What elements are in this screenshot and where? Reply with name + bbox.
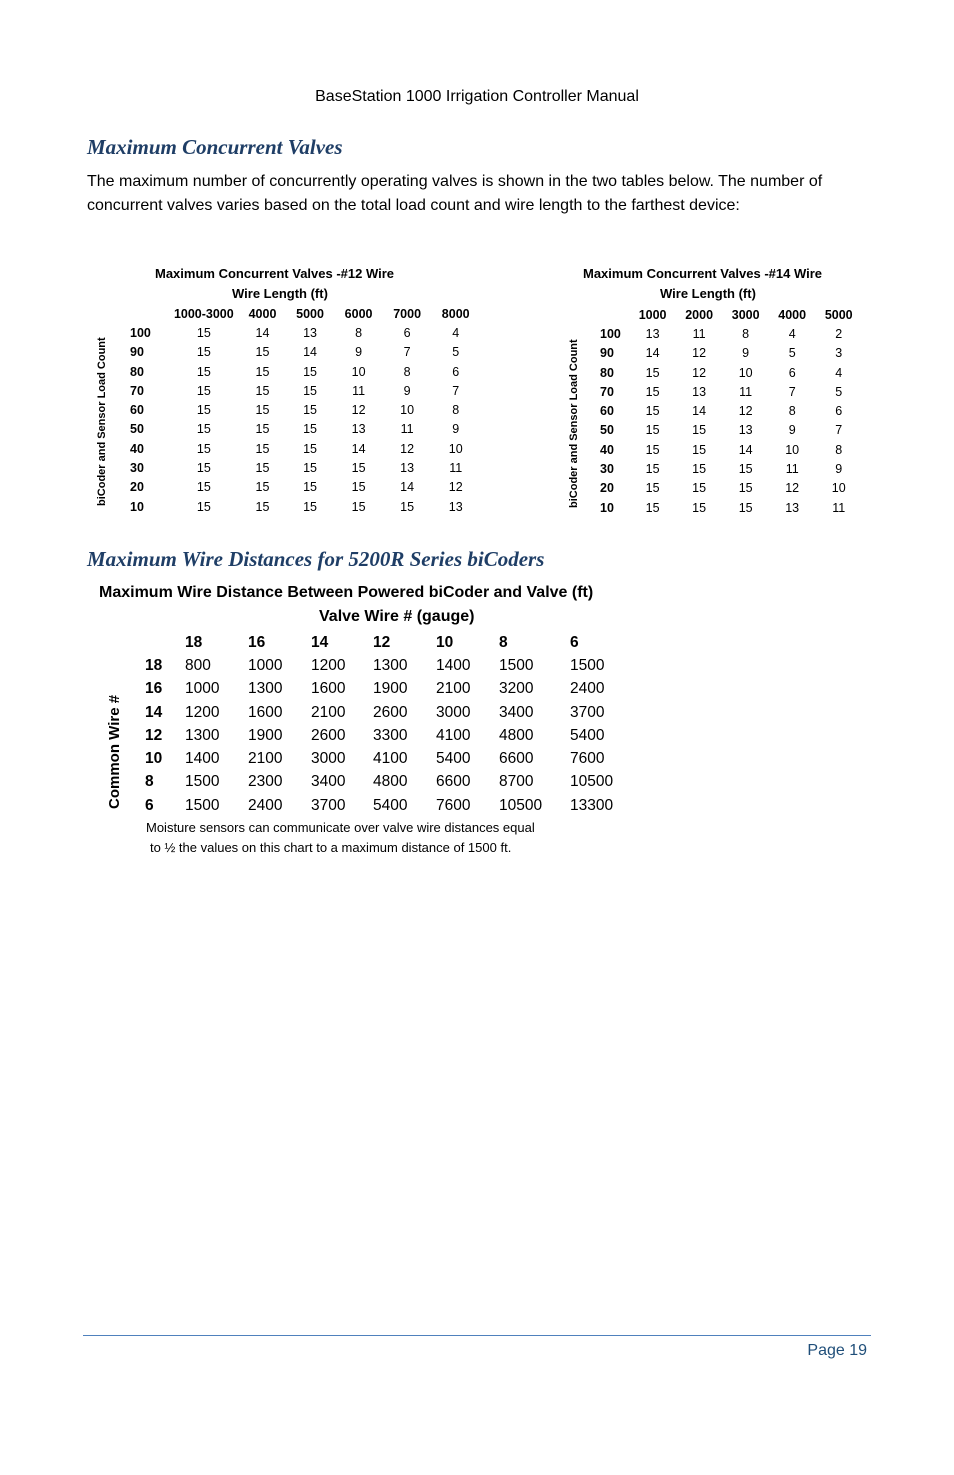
- table-14-cell: 12: [692, 346, 707, 361]
- table-12-cell: 10: [351, 364, 366, 379]
- distance-table-cell: 1200: [311, 656, 346, 674]
- table-14-row-header: 20: [600, 481, 614, 496]
- table-14-cell: 11: [832, 500, 846, 515]
- distance-table-cell: 7600: [436, 796, 471, 814]
- table-12-cell: 15: [196, 480, 211, 495]
- table-12-cell: 9: [355, 345, 363, 360]
- table-14-row-header: 40: [600, 442, 614, 457]
- table-12-col-header: 7000: [393, 306, 422, 321]
- table-12-wire: [96, 264, 496, 514]
- distance-table-cell: 1400: [436, 656, 471, 674]
- distance-table-row-header: 6: [145, 796, 154, 814]
- table-14-cell: 13: [645, 326, 660, 341]
- table-14-cell: 15: [645, 365, 660, 380]
- table-12-col-header: 8000: [441, 306, 470, 321]
- table-14-row-header: 100: [600, 326, 621, 341]
- table-14-cell: 15: [692, 481, 707, 496]
- distance-table-row-header: 14: [145, 703, 163, 721]
- table-14-cell: 15: [692, 442, 707, 457]
- table-14-row-header: 70: [600, 384, 614, 399]
- table-12-row-header: 50: [130, 422, 144, 437]
- table-12-cell: 11: [400, 422, 414, 437]
- distance-table-cell: 10500: [570, 773, 614, 791]
- table-12-cell: 10: [448, 441, 463, 456]
- table-14-cell: 15: [645, 423, 660, 438]
- intro-paragraph: The maximum number of concurrently operating valves is shown in the two tables below. The number of concurrent valves varies based on the total load count and wire length to the farthest device:: [87, 173, 823, 214]
- distance-table-cell: 3000: [436, 703, 471, 721]
- table-14-subtitle: Wire Length (ft): [660, 286, 756, 301]
- table-12-cell: 6: [403, 325, 411, 340]
- distance-table-cell: 1600: [248, 703, 283, 721]
- distance-table-cell: 1400: [185, 750, 220, 768]
- table-12-cell: 7: [403, 345, 411, 360]
- distance-table-cell: 1500: [499, 656, 534, 674]
- note-line-2: to ½ the values on this chart to a maximum distance of 1500 ft.: [150, 840, 512, 855]
- table-12-cell: 15: [303, 422, 317, 437]
- table-12-row-header: 40: [130, 441, 144, 456]
- table-14-cell: 14: [645, 346, 660, 361]
- table-14-cell: 15: [645, 500, 660, 515]
- distance-table-cell: 8700: [499, 773, 534, 791]
- distance-table-cell: 2300: [248, 773, 283, 791]
- distance-table-row: [145, 724, 625, 747]
- table-14-row-header: 80: [600, 365, 614, 380]
- table-14-cell: 2: [835, 326, 843, 341]
- table-12-row: [130, 458, 480, 477]
- page-number: Page 19: [807, 1342, 867, 1359]
- table-12-cell: 15: [303, 403, 317, 418]
- table-12-cell: 8: [403, 364, 411, 379]
- table-14-cell: 4: [835, 365, 843, 380]
- table-14-row: [600, 498, 862, 517]
- table-14-row-header: 60: [600, 404, 614, 419]
- distance-table-cell: 2400: [248, 796, 283, 814]
- table-12-cell: 13: [303, 325, 317, 340]
- distance-table-cell: 4800: [499, 726, 534, 744]
- table-12-col-header: 1000-3000: [173, 306, 234, 321]
- distance-table-cell: 1600: [311, 680, 346, 698]
- table-12-cell: 15: [255, 364, 270, 379]
- distance-table-cell: 3400: [311, 773, 346, 791]
- table-14-cell: 10: [831, 481, 846, 496]
- table-14-cell: 9: [742, 346, 750, 361]
- table-12-row: [130, 497, 480, 516]
- table-12-cell: 15: [196, 441, 211, 456]
- table-14-cell: 11: [692, 326, 706, 341]
- distance-table-cell: 1000: [248, 656, 283, 674]
- table-14-row-header: 50: [600, 423, 614, 438]
- table-12-cell: 5: [452, 345, 460, 360]
- table-14-cell: 4: [788, 326, 796, 341]
- table-12-cell: 15: [196, 364, 211, 379]
- distance-table-corner: [145, 631, 185, 654]
- table-14-cell: 11: [739, 384, 753, 399]
- distance-table-row-header: 18: [145, 656, 163, 674]
- distance-table-cell: 3700: [570, 703, 605, 721]
- distance-table-cell: 1300: [373, 656, 408, 674]
- table-14-cell: 15: [645, 442, 660, 457]
- table-14-cell: 15: [645, 462, 660, 477]
- table-14-title: Maximum Concurrent Valves -#14 Wire: [583, 266, 823, 281]
- distance-table-cell: 1500: [185, 773, 220, 791]
- table-14-cell: 15: [692, 462, 707, 477]
- table-12-subtitle: Wire Length (ft): [232, 286, 328, 301]
- table-14-cell: 8: [835, 442, 843, 457]
- table-12-cell: 14: [255, 325, 270, 340]
- table-12-cell: 15: [196, 499, 211, 514]
- table-12-cell: 13: [400, 461, 415, 476]
- distance-table-cell: 2400: [570, 680, 605, 698]
- table-12-row-header: 80: [130, 364, 144, 379]
- distance-table-title: Maximum Wire Distance Between Powered biCoder and Valve (ft): [99, 584, 594, 601]
- table-14-cell: 10: [785, 442, 800, 457]
- distance-table-cell: 6600: [499, 750, 534, 768]
- table-12-cell: 15: [303, 364, 317, 379]
- table-12-cell: 15: [303, 441, 317, 456]
- distance-table-cell: 2600: [311, 726, 346, 744]
- table-12-cell: 15: [196, 325, 211, 340]
- table-12-cell: 11: [352, 383, 366, 398]
- table-12-cell: 15: [196, 345, 211, 360]
- distance-table-row-header: 10: [145, 750, 163, 768]
- section-title-concurrent-valves: Maximum Concurrent Valves: [87, 135, 343, 159]
- table-12-cell: 14: [303, 345, 317, 360]
- table-14-cell: 13: [692, 384, 707, 399]
- table-14-cell: 8: [788, 404, 796, 419]
- table-14-cell: 15: [738, 500, 753, 515]
- table-12-row: [130, 381, 480, 400]
- table-12-cell: 15: [351, 461, 366, 476]
- table-14-cell: 15: [738, 462, 753, 477]
- table-14-cell: 11: [785, 462, 799, 477]
- table-12-cell: 15: [196, 383, 211, 398]
- table-12-title: Maximum Concurrent Valves -#12 Wire: [155, 266, 395, 281]
- distance-table-cell: 3700: [311, 796, 346, 814]
- table-14-grid: [600, 305, 862, 517]
- distance-table-header-row: [145, 631, 625, 654]
- distance-table-row: [145, 678, 625, 701]
- table-14-col-header: 4000: [778, 307, 807, 322]
- table-12-side-label: biCoder and Sensor Load Count: [96, 337, 108, 506]
- distance-table-row: [145, 747, 625, 770]
- table-12-cell: 7: [452, 383, 460, 398]
- table-14-cell: 3: [835, 346, 843, 361]
- distance-table-row: [145, 701, 625, 724]
- note-line-1: Moisture sensors can communicate over valve wire distances equal: [146, 820, 535, 835]
- distance-table-cell: 4100: [436, 726, 471, 744]
- table-12-row-header: 90: [130, 345, 144, 360]
- distance-table-cell: 3200: [499, 680, 534, 698]
- table-12-corner: [130, 304, 168, 323]
- table-14-cell: 15: [645, 384, 660, 399]
- distance-table-cell: 5400: [570, 726, 605, 744]
- table-12-cell: 15: [303, 480, 317, 495]
- table-14-col-header: 1000: [638, 307, 667, 322]
- distance-table-cell: 1300: [185, 726, 220, 744]
- table-12-row-header: 100: [130, 325, 151, 340]
- distance-table-cell: 2600: [373, 703, 408, 721]
- table-14-cell: 12: [738, 404, 753, 419]
- section-title-wire-distances: Maximum Wire Distances for 5200R Series biCoders: [87, 547, 545, 571]
- table-14-cell: 7: [788, 384, 796, 399]
- table-12-cell: 9: [452, 422, 460, 437]
- distance-table-cell: 2100: [311, 703, 346, 721]
- table-12-cell: 14: [400, 480, 415, 495]
- table-14-cell: 5: [788, 346, 796, 361]
- table-14-cell: 15: [738, 481, 753, 496]
- table-12-row-header: 30: [130, 461, 144, 476]
- table-14-row: [600, 382, 862, 401]
- distance-table-side-label: Common Wire #: [106, 694, 123, 809]
- distance-table-cell: 13300: [570, 796, 614, 814]
- table-14-col-header: 2000: [685, 307, 714, 322]
- table-12-row-header: 10: [130, 499, 144, 514]
- distance-table-cell: 1500: [185, 796, 220, 814]
- table-14-cell: 8: [742, 326, 750, 341]
- distance-table-cell: 2100: [248, 750, 283, 768]
- table-12-cell: 15: [196, 461, 211, 476]
- footer-rule: [83, 1335, 871, 1336]
- distance-table-cell: 1900: [373, 680, 408, 698]
- table-14-row-header: 90: [600, 346, 614, 361]
- distance-table-cell: 1300: [248, 680, 283, 698]
- distance-table-col-header: 14: [311, 633, 329, 651]
- moisture-sensor-note: [146, 818, 535, 858]
- table-14-corner: [600, 305, 629, 324]
- table-12-cell: 13: [448, 499, 463, 514]
- table-12-cell: 15: [196, 422, 211, 437]
- table-12-cell: 11: [449, 461, 463, 476]
- table-14-cell: 15: [645, 481, 660, 496]
- table-14-cell: 12: [692, 365, 707, 380]
- page-header: BaseStation 1000 Irrigation Controller Manual: [315, 88, 639, 105]
- table-12-cell: 15: [400, 499, 415, 514]
- distance-table-row-header: 8: [145, 773, 154, 791]
- table-14-cell: 13: [785, 500, 800, 515]
- distance-table-row-header: 16: [145, 680, 163, 698]
- distance-table-cell: 3300: [373, 726, 408, 744]
- table-14-cell: 14: [738, 442, 753, 457]
- distance-table-row: [145, 654, 625, 677]
- table-14-row: [600, 401, 862, 420]
- table-12-cell: 15: [196, 403, 211, 418]
- table-12-cell: 15: [303, 383, 317, 398]
- distance-table-cell: 1500: [570, 656, 605, 674]
- table-12-cell: 15: [303, 461, 317, 476]
- distance-table-cell: 6600: [436, 773, 471, 791]
- distance-table-cell: 1000: [185, 680, 220, 698]
- table-12-row: [130, 362, 480, 381]
- distance-table-col-header: 6: [570, 633, 579, 651]
- table-12-row: [130, 439, 480, 458]
- distance-table-cell: 5400: [436, 750, 471, 768]
- table-14-cell: 6: [788, 365, 796, 380]
- wire-distance-table: [95, 584, 655, 864]
- distance-table-cell: 1200: [185, 703, 220, 721]
- table-14-cell: 9: [835, 462, 843, 477]
- table-12-row: [130, 400, 480, 419]
- table-12-cell: 15: [255, 383, 270, 398]
- table-14-body: [600, 324, 862, 517]
- table-14-wire: [566, 264, 866, 514]
- distance-table-cell: 3000: [311, 750, 346, 768]
- distance-table-subtitle: Valve Wire # (gauge): [319, 608, 475, 625]
- table-12-grid: [130, 304, 480, 516]
- table-14-row-header: 30: [600, 462, 614, 477]
- table-12-cell: 13: [351, 422, 366, 437]
- distance-table-col-header: 12: [373, 633, 391, 651]
- distance-table-cell: 10500: [499, 796, 543, 814]
- distance-table-cell: 2100: [436, 680, 471, 698]
- table-14-row: [600, 479, 862, 498]
- table-14-row: [600, 344, 862, 363]
- table-14-row: [600, 459, 862, 478]
- distance-table-grid: [145, 631, 625, 817]
- table-12-cell: 8: [452, 403, 460, 418]
- table-12-row: [130, 343, 480, 362]
- distance-table-cell: 800: [185, 656, 211, 674]
- table-12-cell: 8: [355, 325, 363, 340]
- distance-table-col-header: 10: [436, 633, 454, 651]
- table-14-row: [600, 363, 862, 382]
- table-12-header-row: [130, 304, 480, 323]
- table-14-side-label: biCoder and Sensor Load Count: [568, 339, 580, 508]
- distance-table-cell: 4800: [373, 773, 408, 791]
- table-14-cell: 12: [785, 481, 800, 496]
- table-12-cell: 15: [255, 422, 270, 437]
- table-12-row-header: 60: [130, 403, 144, 418]
- table-12-cell: 15: [351, 480, 366, 495]
- table-14-row: [600, 440, 862, 459]
- distance-table-body: [145, 654, 625, 817]
- table-12-cell: 15: [255, 480, 270, 495]
- table-14-cell: 14: [692, 404, 707, 419]
- distance-table-col-header: 18: [185, 633, 203, 651]
- table-12-cell: 9: [403, 383, 411, 398]
- table-12-cell: 12: [400, 441, 415, 456]
- table-12-col-header: 6000: [344, 306, 373, 321]
- table-14-col-header: 3000: [731, 307, 760, 322]
- table-14-cell: 6: [835, 404, 843, 419]
- distance-table-cell: 1900: [248, 726, 283, 744]
- table-12-row-header: 20: [130, 480, 144, 495]
- table-12-cell: 12: [351, 403, 366, 418]
- table-12-cell: 14: [351, 441, 366, 456]
- table-12-col-header: 5000: [296, 306, 324, 321]
- table-12-row-header: 70: [130, 383, 144, 398]
- table-12-row: [130, 420, 480, 439]
- table-12-body: [130, 323, 480, 516]
- table-12-cell: 4: [452, 325, 460, 340]
- distance-table-col-header: 8: [499, 633, 508, 651]
- table-12-row: [130, 478, 480, 497]
- table-14-row-header: 10: [600, 500, 614, 515]
- table-12-cell: 12: [448, 480, 463, 495]
- table-12-cell: 15: [255, 403, 270, 418]
- table-14-header-row: [600, 305, 862, 324]
- table-14-cell: 15: [645, 404, 660, 419]
- table-14-cell: 13: [738, 423, 753, 438]
- distance-table-cell: 7600: [570, 750, 605, 768]
- table-12-cell: 10: [400, 403, 415, 418]
- table-12-cell: 15: [255, 345, 270, 360]
- table-12-cell: 15: [255, 441, 270, 456]
- table-14-cell: 9: [788, 423, 796, 438]
- table-12-cell: 15: [303, 499, 317, 514]
- table-14-cell: 15: [692, 500, 707, 515]
- table-12-cell: 6: [452, 364, 460, 379]
- distance-table-row: [145, 771, 625, 794]
- table-12-cell: 15: [255, 499, 270, 514]
- table-14-cell: 15: [692, 423, 707, 438]
- distance-table-cell: 4100: [373, 750, 408, 768]
- distance-table-col-header: 16: [248, 633, 266, 651]
- table-14-row: [600, 421, 862, 440]
- distance-table-cell: 5400: [373, 796, 408, 814]
- distance-table-row-header: 12: [145, 726, 163, 744]
- table-14-cell: 5: [835, 384, 843, 399]
- table-14-cell: 10: [738, 365, 753, 380]
- table-12-cell: 15: [255, 461, 270, 476]
- table-12-col-header: 4000: [248, 306, 277, 321]
- table-14-col-header: 5000: [824, 307, 853, 322]
- table-14-row: [600, 324, 862, 343]
- table-12-row: [130, 323, 480, 342]
- table-12-cell: 15: [351, 499, 366, 514]
- table-14-cell: 7: [835, 423, 843, 438]
- distance-table-row: [145, 794, 625, 817]
- distance-table-cell: 3400: [499, 703, 534, 721]
